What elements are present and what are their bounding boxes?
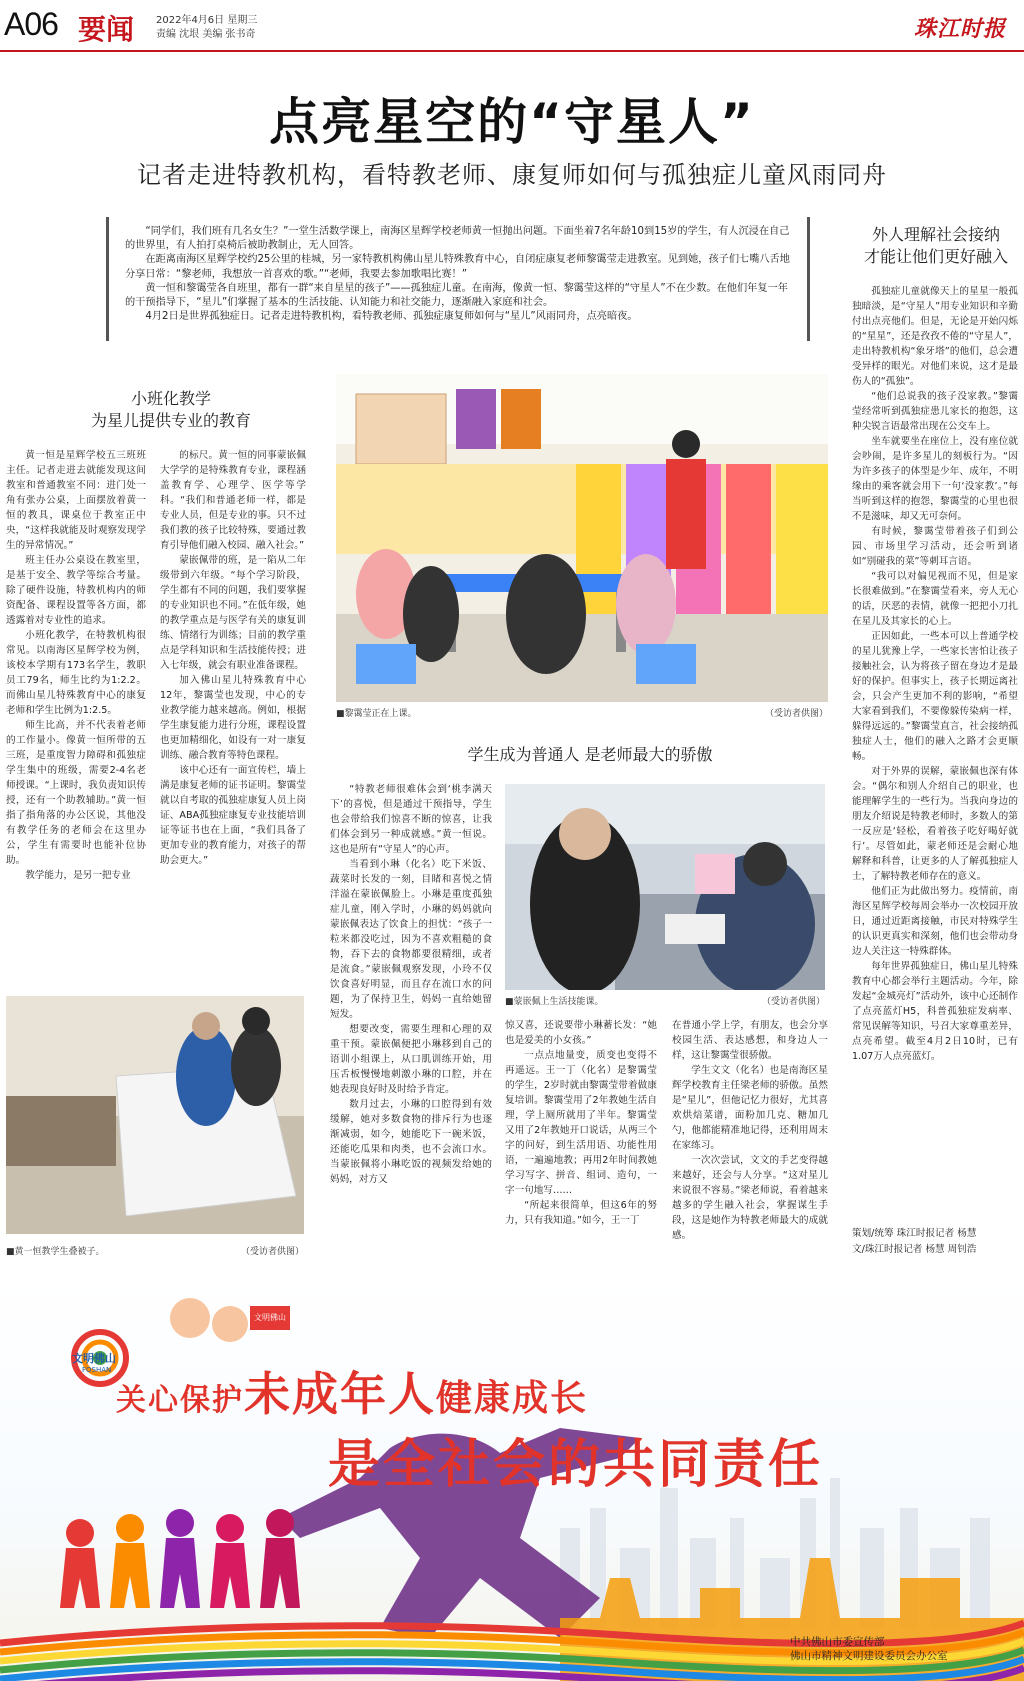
- photo1-credit: （受访者供图）: [764, 709, 828, 719]
- body-paragraph: “他们总说我的孩子没家教。”黎霭莹经常听到孤独症患儿家长的抱怨，这种尖锐言语最常出现在公交车上。: [852, 391, 1018, 432]
- photo2-caption-row: [6, 1244, 304, 1257]
- classroom-photo: [336, 374, 828, 702]
- header-meta: [156, 14, 257, 42]
- slogan-suffix: 健康成长: [436, 1377, 589, 1419]
- body-paragraph: 孤独症儿童就像天上的星星一般孤独暗淡，是“守星人”用专业知识和辛勤付出点亮他们。但是，无论是开始闪烁的“星星”，还是孜孜不倦的“守星人”，走出特教机构“象牙塔”的他们，总会遭受异样的眼光。对他们来说，这才是最伤人的“孤独”。: [852, 286, 1018, 387]
- body-paragraph: 当看到小琳（化名）吃下米饭、蔬菜时长发的一刻，目睹和喜悦之情洋溢在蒙嵌佩脸上。小琳是重度孤独症儿童，刚入学时，小琳的妈妈就向蒙嵌佩表达了饮食上的担忧：“孩子一粒米都没吃过，因为不喜欢粗糙的食物，吞下去的食物都要很精细，或者是流食。”蒙嵌佩观察发现，小玲不仅饮食喜好明显，而且存在流口水的问题，为了保持卫生，妈妈一直给她留短发。: [330, 859, 492, 1020]
- body-paragraph: 正因如此，一些本可以上普通学校的星儿犹豫上学，一些家长害怕让孩子接触社会，认为将孩子留在身边才是最好的保护。但事实上，孩子长期远离社会，只会产生更加不利的影响，“希望大家看到我们，不要像躲传染病一样，躲得远远的。”黎霭莹直言，社会接纳孤独症人士，他们的融入之路才会更顺畅。: [852, 631, 1018, 762]
- body-paragraph: 学生文文（化名）也是南海区星辉学校教育主任梁老师的骄傲。虽然是“星儿”，但他记忆力很好，尤其喜欢烘焙菜谱，面粉加几克、糖加几勺，他都能精准地记得，还利用周末在家练习。: [672, 1065, 828, 1151]
- main-headline: 点亮星空的“守星人”: [269, 93, 755, 151]
- credit-line: 策划/统筹 珠江时报记者 杨慧: [852, 1228, 977, 1239]
- header-rule: [0, 50, 1024, 52]
- section3-heading-line2: 才能让他们更好融入: [863, 247, 1008, 266]
- section2-heading: 学生成为普通人 是老师最大的骄傲: [467, 745, 713, 764]
- body-paragraph: 对于外界的误解，蒙嵌佩也深有体会。“偶尔和别人介绍自己的职业，也能理解学生的一些行为。当我向身边的朋友介绍说是特教老师时，多数人的第一反应是‘轻松，看着孩子吃好喝好就行’。尽管如此，蒙老师还是会耐心地解释和科普，让更多的人了解孤独症人士，了解特教老师存在的意义。: [852, 766, 1018, 882]
- body-paragraph: 小班化教学，在特教机构很常见。以南海区星辉学校为例，该校本学期有173名学生，教职员工79名，师生比约为1:2.2。而佛山星儿特殊教育中心的康复老师和学生比例为1:2.5。: [6, 630, 146, 716]
- body-paragraph: 教学能力，是另一把专业: [25, 870, 131, 881]
- banner-logo-text: 文明佛山: [72, 1352, 116, 1365]
- banner-slogan-line2: 是全社会的共同责任: [328, 1434, 824, 1495]
- intro-paragraph: “同学们，我们班有几名女生？”一堂生活数学课上，南海区星辉学校老师黄一恒抛出问题。下面坐着7名年龄10到15岁的学生，有人沉浸在自己的世界里，有人拍打桌椅后被助教制止，无人回答。: [125, 226, 790, 252]
- section3-column: [852, 284, 1018, 1224]
- slogan-prefix: 关心保护: [116, 1383, 244, 1418]
- editor-credits: 责编 沈垠 美编 张书奇: [156, 29, 256, 40]
- body-paragraph: 数月过去，小琳的口腔得到有效缓解，她对多数食物的排斥行为也逐渐减弱，如今，她能吃下一碗米饭，还能吃瓜果和肉类，也不会流口水。当蒙嵌佩将小琳吃饭的视频发给她的妈妈，对方又: [330, 1099, 492, 1185]
- body-paragraph: 师生比高，并不代表着老师的工作量小。像黄一恒所带的五三班，是重度智力障碍和孤独症学生集中的班级，需要2-4名老师授课。“上课时，我负责知识传授，还有一个助教辅助。”黄一恒指了指角落的办公区说，其他没有教学任务的老师会在这里办公，学生有需要时也能补位协助。: [6, 720, 146, 866]
- slogan-main: 未成年人: [244, 1367, 436, 1421]
- banner-flag-text: 文明佛山: [254, 1313, 286, 1322]
- body-paragraph: “特教老师很难体会到‘桃李满天下’的喜悦，但是通过干预指导，学生也会带给我们惊喜不断的惊喜，让我们体会到另一种成就感。”黄一恒说。这也是所有“守星人”的心声。: [330, 784, 492, 855]
- section2-column-left: [330, 782, 492, 1254]
- body-paragraph: 蒙嵌佩带的班，是一陷从二年级带到六年级。“每个学习阶段，学生都有不同的问题，我们要掌握的专业知识也不同。”在低年级，她的教学重点是与医学有关的康复训练、情绪行为训练；目前的教学重点是学科知识和生活技能传授；进入七年级，就会有职业准备课程。: [160, 555, 306, 671]
- section3-heading-line1: 外人理解社会接纳: [871, 225, 1000, 244]
- photo2-caption: ■黄一恒教学生叠被子。: [6, 1247, 105, 1257]
- section1-heading-line1: 小班化教学: [130, 389, 211, 408]
- life-skills-photo: [505, 784, 825, 990]
- body-paragraph: 该中心还有一面宣传栏，墙上满是康复老师的证书证明。黎霭莹就以自考取的孤独症康复人员上岗证、ABA孤独症康复专业技能培训证等证书也在上面，“我们具备了更加专业的教育能力，对孩子的帮助会更大。”: [160, 765, 306, 866]
- photo1-caption-row: [336, 706, 828, 719]
- page-number: A06: [4, 6, 58, 42]
- intro-paragraph: 在距离南海区星辉学校约25公里的桂城，另一家特教机构佛山星儿特殊教育中心，自闭症康复老师黎霭莹走进教室。见到她，孩子们七嘴八舌地分享日常：“黎老师，我想放一首喜欢的歌。”“老师，我要去参加歌唱比赛！”: [125, 254, 790, 280]
- body-paragraph: 惊又喜，还说要带小琳蓄长发：“她也是爱美的小女孩。”: [505, 1020, 657, 1046]
- issue-date: 2022年4月6日 星期三: [156, 15, 258, 26]
- section1-column-2: [160, 448, 306, 978]
- body-paragraph: 的标尺。黄一恒的同事蒙嵌佩大学学的是特殊教育专业，课程涵盖教育学、心理学、医学等学科。“我们和普通老师一样，都是专业人员，但是专业的事。只不过我们教的孩子比较特殊，要通过教育引导他们融入校园、融入社会。”: [160, 450, 306, 551]
- section2-column-mid: [505, 1018, 657, 1254]
- banner-organizations: [790, 1635, 948, 1663]
- section-name: 要闻: [78, 13, 135, 46]
- sub-headline: 记者走进特教机构，看特教老师、康复师如何与孤独症儿童风雨同舟: [137, 161, 887, 189]
- org-line: 佛山市精神文明建设委员会办公室: [790, 1650, 948, 1662]
- body-paragraph: 每年世界孤独症日，佛山星儿特殊教育中心都会举行主题活动。今年，除发起“金城亮灯”活动外，该中心还制作了点亮蓝灯H5，科普孤独症发病率、常见误解等知识，号召大家尊重差异，点亮希望。截至4月2日10时，已有1.07万人点亮蓝灯。: [852, 961, 1018, 1062]
- section2-column-right: [672, 1018, 828, 1254]
- body-paragraph: 坐车就要坐在座位上，没有座位就会吵闹，是许多星儿的刻板行为。“因为许多孩子的体型是少年、成年，不明缘由的乘客就会用下一句‘没家教’。”每当听到这样的抱怨，黎霭莹的心里也很不是滋味，却又无可奈何。: [852, 436, 1018, 522]
- photo3-credit: （受访者供图）: [761, 997, 825, 1007]
- photo3-caption: ■蒙嵌佩上生活技能课。: [505, 997, 604, 1007]
- body-paragraph: 有时候，黎霭莹带着孩子们到公园、市场里学习活动，还会听到诸如“别碰我的菜”等刺耳言语。: [852, 526, 1018, 567]
- body-paragraph: 一次次尝试，文文的手艺变得越来越好，还会与人分享。“这对星儿来说很不容易。”梁老师说，看着越来越多的学生融入社会，掌握谋生手段，这是她作为特教老师最大的成就感。: [672, 1155, 828, 1241]
- quilt-illustration: [6, 996, 304, 1234]
- credit-line: 文/珠江时报记者 杨慧 周钊浩: [852, 1244, 977, 1255]
- newspaper-logo: 珠江时报: [913, 16, 1006, 42]
- intro-box: [106, 217, 810, 341]
- section1-column-1: [6, 448, 146, 978]
- folding-quilt-photo: [6, 996, 304, 1234]
- life-skills-illustration: [505, 784, 825, 990]
- section1-heading-line2: 为星儿提供专业的教育: [90, 411, 251, 430]
- photo2-credit: （受访者供图）: [240, 1247, 304, 1257]
- photo3-caption-row: [505, 994, 825, 1007]
- body-paragraph: 黄一恒是星辉学校五三班班主任。记者走进去就能发现这间教室和普通教室不同：进门处一角有张办公桌，上面摆放着黄一恒的教具，课桌位于教室正中央，“这样我就能及时观察发现学生的异常情况。”: [6, 450, 146, 551]
- body-paragraph: 他们正为此做出努力。疫情前，南海区星辉学校每周会举办一次校园开放日，通过近距离接触，市民对特殊学生的认识更真实和深刻，他们也会带动身边人关注这一特殊群体。: [852, 886, 1018, 957]
- photo1-caption: ■黎霭莹正在上课。: [336, 709, 417, 719]
- body-paragraph: 在普通小学上学，有朋友，也会分享校园生活、表达感想，和身边人一样，这让黎霭莹很骄傲。: [672, 1020, 828, 1061]
- body-paragraph: 加入佛山星儿特殊教育中心12年，黎霭莹也发现，中心的专业教学能力越来越高。例如，根据学生康复能力进行分班，课程设置也更加精细化，如设有一对一康复训练、融合教育等特色课程。: [160, 675, 306, 761]
- body-paragraph: “我可以对偏见视而不见，但是家长很难做到。”在黎霭莹看来，旁人无心的话，厌恶的表情，就像一把把小刀扎在星儿及其家长的心上。: [852, 571, 1018, 627]
- section1-heading: [36, 388, 306, 432]
- body-paragraph: 一点点地量变，质变也变得不再遥远。王一丁（化名）是黎霭莹的学生，2岁时就由黎霭莹带着做康复培训。黎霭莹用了2年教她生活自理，学上厕所就用了半年。黎霭莹又用了2年教她开口说话，从两三个字的问好，到生活用语、功能性用语，一遍遍地教；再用2年时间教她学习写字、拼音、组词、造句，一字一句地写……: [505, 1050, 657, 1196]
- intro-paragraph: 4月2日是世界孤独症日。记者走进特教机构，看特教老师、孤独症康复师如何与“星儿”风雨同舟，点亮暗夜。: [145, 311, 638, 323]
- classroom-illustration: [336, 374, 828, 702]
- body-paragraph: 班主任办公桌设在教室里，是基于安全、教学等综合考量。除了硬件设施，特教机构内的师资配备、课程设置等各方面，都透露着对专业性的追求。: [6, 555, 146, 626]
- intro-paragraph: 黄一恒和黎霭莹各自班里，都有一群“来自星星的孩子”——孤独症儿童。在南海，像黄一恒、黎霭莹这样的“守星人”不在少数。在他们年复一年的干预指导下，“星儿”们掌握了基本的生活技能、认知能力和社交能力，逐渐融入家庭和社会。: [125, 282, 788, 309]
- org-line: 中共佛山市委宣传部: [790, 1636, 885, 1648]
- banner-logo-sub: FOSHAN: [82, 1366, 112, 1374]
- banner-slogan-line1: [116, 1358, 588, 1424]
- article-credits: [852, 1226, 1022, 1258]
- body-paragraph: 想要改变，需要生理和心理的双重干预。蒙嵌佩便把小琳移到自己的语训小组课上，从口肌训练开始，用压舌板慢慢地刺激小琳的口腔，并在她表现良好时及时给予肯定。: [330, 1024, 492, 1095]
- body-paragraph: “所起来很简单，但这6年的努力，只有我知道。”如今，王一丁: [505, 1200, 657, 1226]
- section3-heading: [848, 224, 1024, 268]
